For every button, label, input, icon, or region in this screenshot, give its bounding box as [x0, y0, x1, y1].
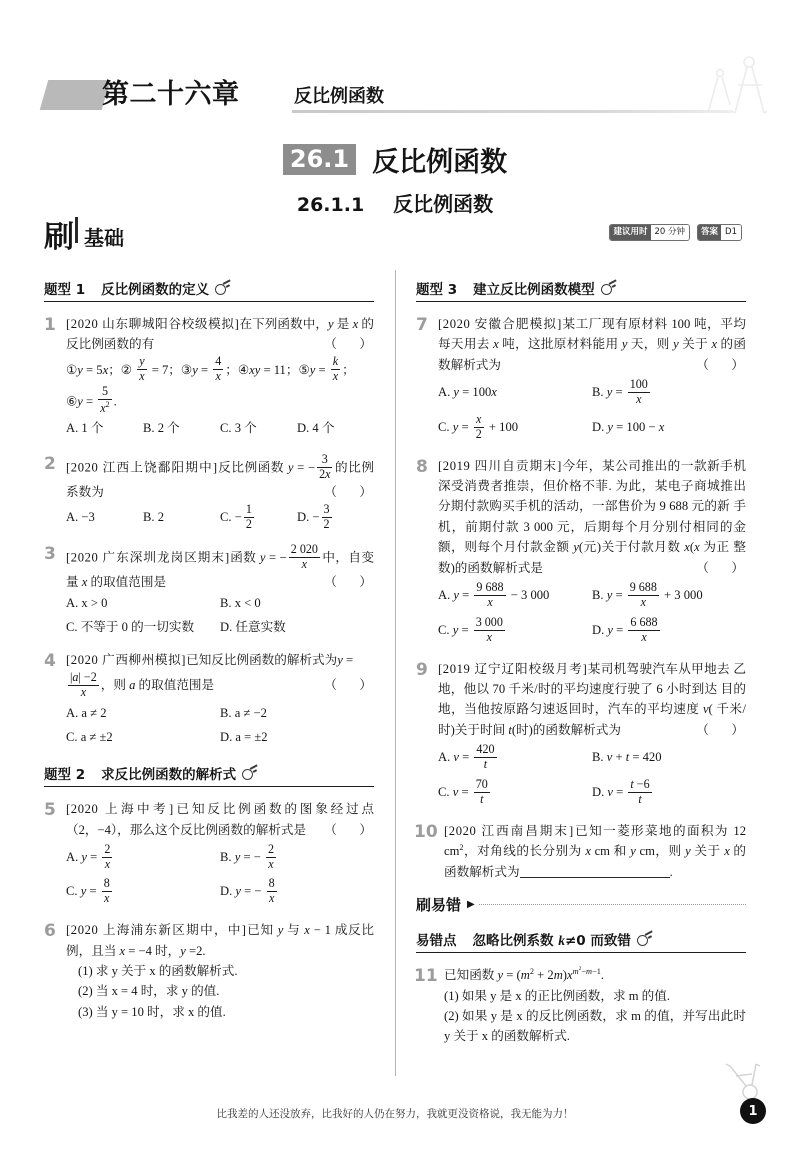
question-stem: [2019 四川自贡期末]今年，某公司推出的一款新手机 深受消费者推崇，但价格不菲. 为此，某电子商城推出 分期付款购买手机的活动，一部售价为 9 688 元的新 手机，前期付款 3 000 元，后期每个月分别付相同的金 额，则每个月付款金额 y(元)关于付款月数 x(x 为正 整数)的函数解析式是 （ ）: [438, 456, 746, 578]
heading-tixing-1: [44, 278, 374, 302]
option-b: B. 2 个: [143, 421, 180, 436]
question-source: [2020 上海中考]: [66, 802, 174, 817]
left-column: [44, 278, 374, 1031]
question-source: [2020 江西南昌期末]: [444, 823, 574, 838]
footer-motto: 比我差的人还没放弃，比我好的人仍在努力，我就更没资格说，我无能为力！: [216, 1108, 574, 1120]
question-4-options-row2: [66, 726, 374, 750]
option-b: B. 2: [143, 510, 164, 525]
question-source: [2019 四川自贡期末]: [438, 458, 562, 473]
question-number: 7: [416, 315, 428, 335]
heading-tixing-3: [416, 278, 746, 302]
option-a: A. y = $\frac{9 688}{x}$ − 3 000: [438, 579, 550, 609]
question-7-options-row1: [438, 375, 746, 410]
question-stem: 已知函数 $y = (m^2 + 2m)x^{m^2-m-1}$.: [444, 966, 604, 983]
question-number: 1: [44, 315, 56, 335]
question-4: [44, 650, 374, 750]
question-1-items: ①y = 5x；② $\frac{y}{x}$ = 7；③y = $\frac{4}{x}$ ；④xy = 11；⑤y = $\frac{k}{x}$ ； ⑥y = $\frac{5}{x^2}$ .: [66, 354, 355, 416]
tixing-2-title: 求反比例函数的解析式: [101, 767, 237, 784]
option-b: B. a ≠ −2: [220, 705, 267, 720]
option-b: B. x < 0: [220, 595, 261, 610]
answer-paren: （ ）: [324, 822, 374, 837]
subsection-number: 26.1.1: [296, 194, 365, 216]
question-number: 3: [44, 543, 56, 564]
option-b: B. y = $\frac{9 688}{x}$ + 3 000: [592, 579, 703, 609]
question-source: [2019 辽宁辽阳校级月考]: [438, 661, 588, 676]
question-number: 5: [44, 800, 56, 821]
tixing-3-title: 建立反比例函数模型: [473, 282, 595, 298]
question-6: [44, 920, 374, 1022]
option-c: C. y = $\frac{8}{x}$: [66, 875, 110, 905]
yicuo-band: [416, 894, 746, 915]
option-d: D. 4 个: [297, 421, 335, 436]
column-divider: [395, 270, 396, 1076]
question-11: [416, 965, 746, 1047]
yicuo-band-label: 刷易错: [416, 895, 462, 914]
tixing-1-label: 题型 1: [44, 282, 86, 298]
question-source: [2020 山东聊城阳谷校级模拟]: [66, 317, 240, 331]
question-9-options-row2: [438, 775, 746, 810]
chapter-label: 第二十六章: [102, 79, 240, 110]
footer: [0, 1106, 790, 1121]
chapter-header: [44, 76, 744, 116]
question-1: [44, 314, 374, 441]
option-d: D. y = 100 − x: [592, 420, 665, 435]
question-5: [44, 799, 374, 908]
question-stem: [2020 江西南昌期末]已知一菱形菜地的面积为 12 $cm^2$，对角线的长分别为 x cm 和 y cm，则 y 关于 x 的函数解析式为 .: [444, 823, 747, 879]
option-a: A. y = $\frac{2}{x}$: [66, 841, 111, 871]
question-11-part-2: (2) 如果 y 是 x 的反比例函数，求 m 的值，并写出此时 y 关于 x 的函数解析式.: [444, 1008, 746, 1044]
option-d: D. y = $\frac{6 688}{x}$: [592, 614, 658, 644]
answer-paren: （ ）: [696, 722, 746, 737]
status-badge-time: [609, 224, 690, 241]
option-c: C. 不等于 0 的一切实数: [66, 619, 195, 634]
option-a: A. 1 个: [66, 421, 104, 436]
heading-yicuo-point: [416, 929, 746, 953]
key-icon: [215, 282, 231, 298]
option-c: C. y = $\frac{3 000}{x}$: [438, 614, 503, 644]
question-source: [2020 上海浦东新区期中，中]: [66, 923, 247, 938]
answer-paren: （ ）: [696, 357, 746, 372]
question-stem: [2020 上海浦东新区期中，中]已知 y 与 x − 1 成反比 例，且当 x = −4 时，y =2.: [66, 923, 374, 958]
question-10: [416, 821, 746, 882]
question-4-options-row1: [66, 702, 374, 726]
page-number: 1: [740, 1098, 766, 1124]
option-d: D. y = − $\frac{8}{x}$: [220, 875, 275, 905]
question-number: 4: [44, 650, 56, 671]
tixing-2-label: 题型 2: [44, 767, 86, 784]
question-8-options-row1: [438, 578, 746, 613]
question-5-options-row2: [66, 874, 374, 908]
question-number: 2: [44, 454, 56, 475]
answer-paren: （ ）: [324, 337, 374, 352]
question-6-part-3: (3) 当 y = 10 时，求 x 的值.: [78, 1004, 226, 1019]
right-column: [416, 278, 746, 1056]
subsection-name: 反比例函数: [393, 192, 494, 216]
question-1-options: [66, 417, 374, 441]
question-7-options-row2: [438, 410, 746, 445]
chapter-rule: [292, 110, 732, 113]
option-d: D. − $\frac{3}{2}$: [297, 502, 330, 532]
question-2: [44, 453, 374, 532]
question-stem: [2020 山东聊城阳谷校级模拟]在下列函数中，y 是 x 的反比例函数的有 （ ）: [66, 314, 374, 355]
badge-answer-key: 答案: [698, 225, 721, 240]
triangle-right-icon: ▶: [467, 898, 475, 910]
yicuo-title: 忽略比例系数 k≠0 而致错: [472, 932, 631, 949]
question-source: [2020 江西上饶鄱阳期中]: [66, 460, 218, 475]
question-stem: [2019 辽宁辽阳校级月考]某司机驾驶汽车从甲地去 乙地，他以 70 千米/时的平均速度行驶了 6 小时到达 目的地，当他按原路匀速返回时，汽车的平均速度 v( 千米/时)关于时间 t(时)的函数解析式为 （ ）: [438, 659, 746, 741]
badge-time-key: 建议用时: [610, 225, 650, 240]
option-d: D. a = ±2: [220, 729, 268, 744]
question-source: [2020 广东深圳龙岗区期末]: [66, 550, 230, 565]
question-3-options-row1: [66, 592, 374, 616]
question-5-options-row1: [66, 840, 374, 874]
subsection-title: [0, 188, 790, 217]
question-number: 8: [416, 456, 428, 477]
badge-time-value: 20 分钟: [651, 225, 690, 240]
option-a: A. a ≠ 2: [66, 705, 107, 720]
question-stem: [2020 广西柳州模拟]已知反比例函数的解析式为y =: [66, 652, 354, 667]
status-badge-answer: [697, 224, 742, 241]
answer-paren: （ ）: [324, 574, 374, 589]
option-b: B. y = $\frac{100}{x}$: [592, 376, 648, 406]
question-number: 11: [414, 965, 438, 986]
question-6-part-2: (2) 当 x = 4 时，求 y 的值.: [78, 984, 220, 999]
question-2-options: [66, 502, 374, 532]
option-a: A. x > 0: [66, 595, 108, 610]
key-icon: [637, 933, 653, 949]
badge-answer-value: D1: [721, 225, 741, 240]
question-11-part-1: (1) 如果 y 是 x 的正比例函数，求 m 的值.: [444, 988, 670, 1003]
dotted-rule: [479, 903, 746, 905]
option-b: B. y = − $\frac{2}{x}$: [220, 841, 274, 871]
question-stem: [2020 江西上饶鄱阳期中]反比例函数 y = − $\frac{3}{2x}$ 的比例系数为 （ ）: [66, 453, 374, 502]
option-a: A. −3: [66, 510, 95, 525]
tixing-1-title: 反比例函数的定义: [101, 282, 210, 298]
yicuo-label: 易错点: [416, 932, 457, 949]
key-icon: [242, 767, 258, 783]
question-stem: [2020 安徽合肥模拟]某工厂现有原材料 100 吨，平均 每天用去 x 吨，这批原材料能用 y 天，则 y 关于 x 的函 数解析式为 （ ）: [438, 314, 746, 375]
question-number: 6: [44, 921, 56, 942]
section-title: [0, 140, 790, 179]
question-3-options-row2: [66, 616, 374, 640]
option-c: C. 3 个: [220, 421, 257, 436]
option-b: B. v + t = 420: [592, 750, 662, 765]
section-name: 反比例函数: [372, 147, 508, 178]
practice-banner: [44, 216, 744, 255]
answer-paren: （ ）: [324, 485, 374, 500]
answer-paren: （ ）: [696, 560, 746, 575]
option-d: D. v = $\frac{t -6}{t}$: [592, 776, 650, 806]
question-stem: [2020 上海中考]已知反比例函数的图象经过点 （2，−4），那么这个反比例函数的解析式是 （ ）: [66, 799, 374, 840]
question-4-stem-cont: $\frac{|a| -2}{x}$ ，则 a 的取值范围是 （ ）: [66, 670, 374, 701]
question-8: [416, 456, 746, 649]
question-stem: [2020 广东深圳龙岗区期末]函数 y = − $\frac{2 020}{x}$ 中，自变 量 x 的取值范围是 （ ）: [66, 543, 374, 592]
heading-tixing-2: [44, 763, 374, 787]
option-a: A. y = 100x: [438, 385, 497, 400]
answer-blank-input[interactable]: [520, 863, 670, 878]
banner-badges: [609, 224, 742, 241]
tixing-3-label: 题型 3: [416, 282, 458, 298]
option-c: C. a ≠ ±2: [66, 729, 113, 744]
question-7: [416, 314, 746, 446]
answer-paren: （ ）: [324, 678, 374, 693]
question-source: [2020 安徽合肥模拟]: [438, 317, 562, 331]
brand-word: 基础: [84, 226, 124, 250]
question-number: 9: [416, 659, 428, 680]
question-9-options-row1: [438, 740, 746, 775]
option-a: A. v = $\frac{420}{t}$: [438, 741, 495, 771]
question-9: [416, 659, 746, 811]
option-d: D. 任意实数: [220, 619, 286, 634]
question-3: [44, 543, 374, 640]
option-c: C. v = $\frac{70}{t}$: [438, 776, 488, 806]
option-c: C. y = $\frac{x}{2}$ + 100: [438, 412, 519, 441]
two-column-body: [44, 278, 746, 1078]
question-source: [2020 广西柳州模拟]: [66, 652, 187, 667]
section-number: 26.1: [283, 144, 356, 175]
key-icon: [601, 282, 617, 298]
question-number: 10: [414, 821, 438, 842]
option-c: C. − $\frac{1}{2}$: [220, 502, 252, 532]
chapter-title: 反比例函数: [294, 86, 384, 107]
brand-mark: 刷: [44, 212, 74, 256]
question-6-part-1: (1) 求 y 关于 x 的函数解析式.: [78, 964, 238, 979]
question-8-options-row2: [438, 613, 746, 648]
chapter-tag-shape: [40, 80, 111, 110]
